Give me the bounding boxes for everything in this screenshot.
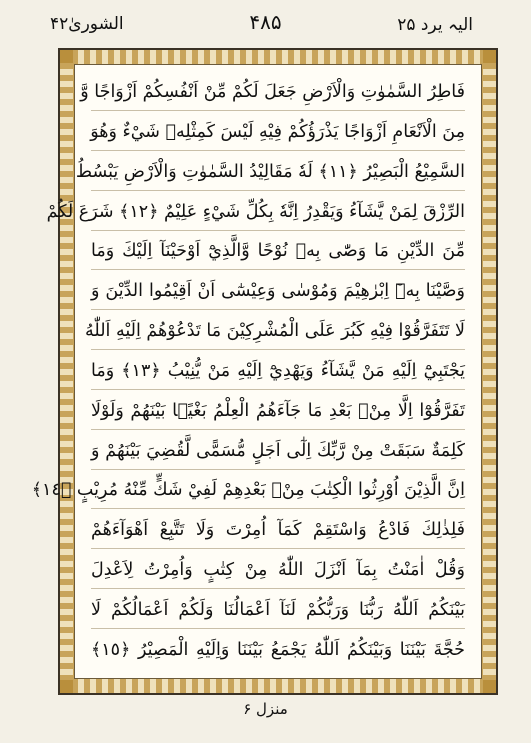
verse-line: لَا تَتَفَرَّقُوْا فِيْهِ كَبُرَ عَلَى الْمُشْرِكِيْنَ مَا تَدْعُوْهُمْ اِلَيْهِ اَللّٰهُ	[91, 314, 465, 350]
surah-label: الشوریٰ۴۲	[50, 14, 124, 34]
verse-line: حُجَّةَ بَيْنَنَا وَبَيْنَكُمُ اَللّٰهُ يَجْمَعُ بَيْنَنَا وَاِلَيْهِ الْمَصِيْرُ ﴿١٥﴾	[91, 639, 465, 660]
verse-line: فَاطِرُ السَّمٰوٰتِ وَالْاَرْضِ جَعَلَ لَكُمْ مِّنْ اَنْفُسِكُمْ اَزْوَاجًا وَّ	[91, 75, 465, 111]
border-corner	[60, 680, 73, 693]
decorative-border	[31, 48, 498, 695]
verse-line: فَلِذٰلِكَ فَادْعُ وَاسْتَقِمْ كَمَآ اُمِرْتَ وَلَا تَتَّبِعْ اَهْوَآءَهُمْ	[91, 513, 465, 549]
border-corner	[483, 680, 496, 693]
page-number: ۴۸۵	[249, 10, 282, 34]
border-left-pattern	[60, 50, 73, 693]
verse-line: وَصَّيْنَا بِهٖٓ اِبْرٰهِيْمَ وَمُوْسٰى وَعِيْسٰٓى اَنْ اَقِيْمُوا الدِّيْنَ وَ	[91, 274, 465, 310]
border-right-pattern	[483, 50, 496, 693]
manzil-label: منزل ۶	[243, 700, 288, 718]
verse-line: تَفَرَّقُوْٓا اِلَّا مِنْۢ بَعْدِ مَا جَآءَهُمُ الْعِلْمُ بَغْيًۢا بَيْنَهُمْ وَلَوْلَا	[91, 394, 465, 430]
verse-line: الرِّزْقَ لِمَنْ يَّشَآءُ وَيَقْدِرُ اِنَّهٗ بِكُلِّ شَيْءٍ عَلِيْمٌ ﴿١٢﴾ شَرَعَ لَكُمْ	[91, 195, 465, 231]
verse-line: اِنَّ الَّذِيْنَ اُوْرِثُوا الْكِتٰبَ مِنْۢ بَعْدِهِمْ لَفِيْ شَكٍّ مِّنْهُ مُرِيْبٍ ﴿١٤﴾	[91, 473, 465, 509]
verse-lines	[31, 75, 465, 668]
verse-line: يَجْتَبِيْٓ اِلَيْهِ مَنْ يَّشَآءُ وَيَهْدِيْٓ اِلَيْهِ مَنْ يُّنِيْبُ ﴿١٣﴾ وَمَا	[91, 354, 465, 390]
border-corner	[483, 50, 496, 63]
verse-line: وَقُلْ اٰمَنْتُ بِمَآ اَنْزَلَ اللّٰهُ مِنْ كِتٰبٍ وَاُمِرْتُ لِاَعْدِلَ	[91, 553, 465, 589]
verse-line: كَلِمَةٌ سَبَقَتْ مِنْ رَّبِّكَ اِلٰٓى اَجَلٍ مُّسَمًّى لَّقُضِيَ بَيْنَهُمْ وَ	[91, 434, 465, 470]
verse-line: مِنَ الْاَنْعَامِ اَزْوَاجًا يَذْرَؤُكُمْ فِيْهِ لَيْسَ كَمِثْلِهٖ شَيْءٌ وَهُوَ	[91, 115, 465, 151]
verse-text-area	[31, 64, 482, 679]
verse-line: مِّنَ الدِّيْنِ مَا وَصّٰى بِهٖ نُوْحًا وَّالَّذِيْٓ اَوْحَيْنَآ اِلَيْكَ وَمَا	[91, 234, 465, 270]
juz-label: الیہ یرد ۲۵	[397, 15, 473, 35]
verse-line: السَّمِيْعُ الْبَصِيْرُ ﴿١١﴾ لَهٗ مَقَالِيْدُ السَّمٰوٰتِ وَالْاَرْضِ يَبْسُطُ	[91, 155, 465, 191]
page-header	[0, 0, 531, 48]
border-corner	[60, 50, 73, 63]
verse-line: بَيْنَكُمُ اَللّٰهُ رَبُّنَا وَرَبُّكُمْ لَنَآ اَعْمَالُنَا وَلَكُمْ اَعْمَالُكُمْ لَا	[91, 593, 465, 629]
